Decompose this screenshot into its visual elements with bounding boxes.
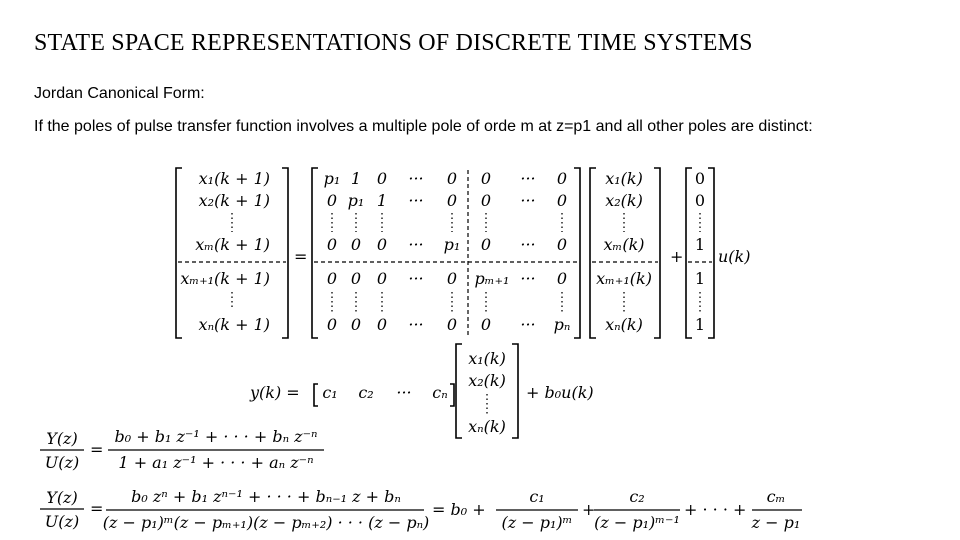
x-bracket-left [590, 168, 596, 338]
a-entry: p₁ [443, 235, 461, 254]
y-x-entry: x₁(k) [468, 349, 506, 368]
a-entry: ··· [520, 169, 536, 188]
a-entry: pₘ₊₁ [474, 269, 510, 288]
b-entry: 1 [694, 269, 706, 288]
plus-sign: + [582, 500, 596, 519]
a-entry: ··· [520, 191, 536, 210]
a-entry: 0 [326, 191, 338, 210]
tf2-lhs-denominator: U(z) [44, 512, 80, 531]
lhs-bracket-right [282, 168, 288, 338]
c-entry: c₂ [358, 383, 374, 402]
b-entry: 1 [694, 315, 706, 334]
b-bracket-left [686, 168, 692, 338]
x-entry: x₁(k) [605, 169, 643, 188]
a-entry: ··· [408, 235, 424, 254]
a-entry: 0 [446, 315, 458, 334]
tf2-numerator: b₀ zⁿ + b₁ zⁿ⁻¹ + · · · + bₙ₋₁ z + bₙ [131, 487, 401, 506]
ellipsis-sum: + · · · + [684, 500, 747, 519]
a-entry: 0 [480, 169, 492, 188]
a-entry: 0 [326, 269, 338, 288]
x-entry: xₘ(k) [603, 235, 645, 254]
lhs-entry: xₙ(k + 1) [198, 315, 270, 334]
a-entry: ··· [408, 315, 424, 334]
lhs-entry: xₘ(k + 1) [195, 235, 270, 254]
a-bracket-right [574, 168, 580, 338]
a-entry: 0 [376, 169, 388, 188]
a-entry: 0 [480, 191, 492, 210]
equals-sign: = [294, 247, 308, 266]
b-entry: 0 [694, 169, 706, 188]
a-entry: 0 [350, 315, 362, 334]
c-bracket-right [450, 384, 454, 406]
a-entry: 0 [556, 169, 568, 188]
y-x-entry: xₙ(k) [468, 417, 506, 436]
description-paragraph: If the poles of pulse transfer function involves a multiple pole of orde m at z=p1 and all other poles are distinct: [34, 118, 813, 135]
c-entry: c₁ [322, 383, 338, 402]
a-entry: 0 [446, 169, 458, 188]
tf2-denominator: (z − p₁)ᵐ(z − pₘ₊₁)(z − pₘ₊₂) · · · (z − pₙ) [102, 513, 430, 532]
input-term: u(k) [718, 247, 751, 266]
a-entry: ··· [408, 191, 424, 210]
c-bracket-left [314, 384, 318, 406]
a-entry: p₁ [323, 169, 341, 188]
section-heading: Jordan Canonical Form: [34, 85, 205, 102]
equals-sign: = [90, 499, 104, 518]
pf2-denominator: (z − p₁)ᵐ⁻¹ [594, 513, 680, 532]
y-x-bracket-left [456, 344, 462, 438]
tf2-lhs-numerator: Y(z) [46, 488, 78, 507]
a-entry: 0 [376, 315, 388, 334]
a-entry: 0 [446, 269, 458, 288]
output-lhs: y(k) = [250, 383, 300, 402]
pf1-numerator: c₁ [529, 487, 545, 506]
a-entry: ··· [520, 269, 536, 288]
page-title: STATE SPACE REPRESENTATIONS OF DISCRETE TIME SYSTEMS [34, 30, 753, 56]
a-entry: 0 [326, 315, 338, 334]
tf1-lhs-numerator: Y(z) [46, 429, 78, 448]
y-x-entry: x₂(k) [468, 371, 506, 390]
y-x-bracket-right [512, 344, 518, 438]
a-entry: 0 [350, 235, 362, 254]
x-entry: x₂(k) [605, 191, 643, 210]
a-entry: pₙ [553, 315, 571, 334]
a-entry: 1 [376, 191, 388, 210]
a-entry: 0 [376, 269, 388, 288]
x-entry: xₘ₊₁(k) [596, 269, 652, 288]
x-bracket-right [654, 168, 660, 338]
b-bracket-right [708, 168, 714, 338]
a-entry: 0 [556, 235, 568, 254]
b-entry: 1 [694, 235, 706, 254]
tf1-lhs-denominator: U(z) [44, 453, 80, 472]
equals-sign: = [90, 440, 104, 459]
pf3-denominator: z − p₁ [751, 513, 801, 532]
lhs-bracket-left [176, 168, 182, 338]
a-entry: 0 [376, 235, 388, 254]
c-entry: ··· [396, 383, 412, 402]
plus-sign: + [670, 247, 684, 266]
lhs-entry: x₁(k + 1) [198, 169, 270, 188]
lhs-entry: x₂(k + 1) [198, 191, 270, 210]
pf3-numerator: cₘ [766, 487, 786, 506]
pf1-denominator: (z − p₁)ᵐ [501, 513, 573, 532]
a-entry: 0 [350, 269, 362, 288]
a-entry: ··· [520, 235, 536, 254]
a-entry: 0 [556, 269, 568, 288]
output-tail: + b₀u(k) [526, 383, 594, 402]
a-entry: 0 [326, 235, 338, 254]
pf2-numerator: c₂ [629, 487, 645, 506]
tf1-denominator: 1 + a₁ z⁻¹ + · · · + aₙ z⁻ⁿ [118, 453, 314, 472]
a-entry: 0 [480, 235, 492, 254]
a-entry: ··· [520, 315, 536, 334]
x-entry: xₙ(k) [605, 315, 643, 334]
a-entry: 0 [446, 191, 458, 210]
a-entry: ··· [408, 269, 424, 288]
a-entry: 1 [350, 169, 362, 188]
tf2-b0-term: = b₀ + [432, 500, 486, 519]
a-bracket-left [312, 168, 318, 338]
a-entry: 0 [556, 191, 568, 210]
a-entry: p₁ [347, 191, 365, 210]
c-entry: cₙ [432, 383, 448, 402]
tf1-numerator: b₀ + b₁ z⁻¹ + · · · + bₙ z⁻ⁿ [114, 427, 318, 446]
a-entry: ··· [408, 169, 424, 188]
lhs-entry: xₘ₊₁(k + 1) [180, 269, 270, 288]
b-entry: 0 [694, 191, 706, 210]
a-entry: 0 [480, 315, 492, 334]
